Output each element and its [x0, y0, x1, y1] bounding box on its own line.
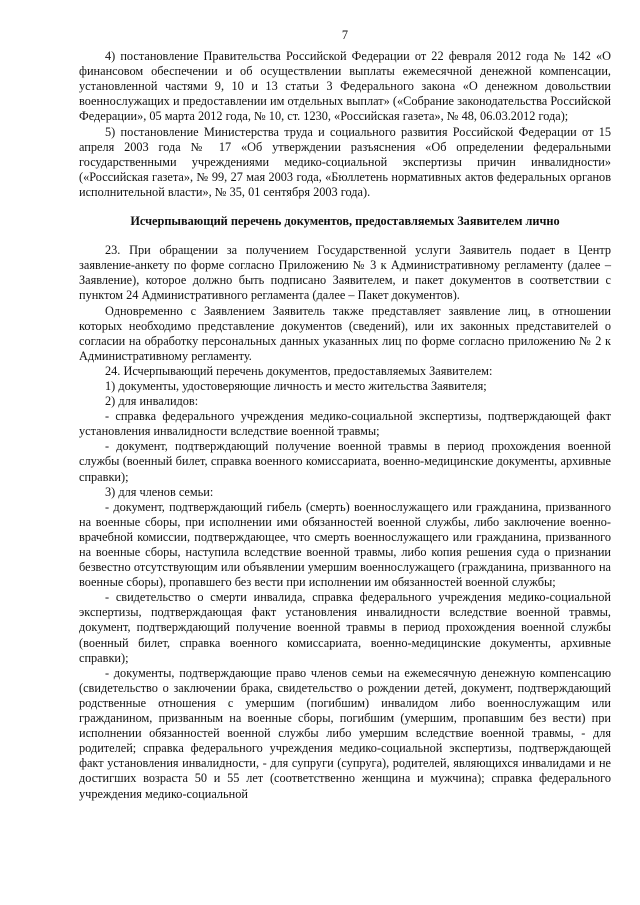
list-item-mse-certificate: - справка федерального учреждения медико-социальной экспертизы, подтверждающей факт установления инвалидности вследствие военной травмы; — [79, 409, 611, 439]
section-heading: Исчерпывающий перечень документов, предоставляемых Заявителем лично — [130, 214, 560, 229]
paragraph-23-application: 23. При обращении за получением Государственной услуги Заявитель подает в Центр заявление-анкету по форме согласно Приложению № 3 к Административному регламенту (далее – Заявление), которое должно быть подписано Заявителем, и пакет документов в соответствии с пунктом 24 Административного регламента (далее – Пакет документов). — [79, 243, 611, 303]
paragraph-24-list: 24. Исчерпывающий перечень документов, предоставляемых Заявителем: — [105, 363, 493, 378]
list-item-for-family-members: 3) для членов семьи: — [105, 484, 214, 499]
page-number: 7 — [341, 28, 349, 42]
list-item-death-document: - документ, подтверждающий гибель (смерть) военнослужащего или гражданина, призванного на военные сборы, при исполнении ими обязанностей военной службы, либо заключение военно-врачебной комиссии, подтверждающее, что смерть военнослужащего или гражданина, призванного на военные сборы, наступила вследствие военной травмы, либо копия решения суда о признании безвестно отсутствующим или объявлении умершим военнослужащего (гражданина, призванного на военные сборы), пропавшего без вести при исполнении им обязанностей военной службы; — [79, 499, 611, 590]
list-item-death-certificate: - свидетельство о смерти инвалида, справка федерального учреждения медико-социальной экспертизы, подтверждающая факт установления инвалидности вследствие военной травмы, документ, подтверждающий получение военной травмы в период прохождения военной службы (военный билет, справка военного комиссариата, военно-медицинские документы, архивные справки); — [79, 590, 611, 665]
document-page — [79, 28, 611, 802]
list-item-for-disabled: 2) для инвалидов: — [105, 394, 199, 409]
list-item-identity-documents: 1) документы, удостоверяющие личность и место жительства Заявителя; — [105, 378, 487, 393]
list-item-military-injury-document: - документ, подтверждающий получение военной травмы в период прохождения военной службы (военный билет, справка военного комиссариата, военно-медицинские документы, архивные справки); — [79, 439, 611, 484]
paragraph-4-government-decree: 4) постановление Правительства Российской Федерации от 22 февраля 2012 года № 142 «О финансовом обеспечении и об осуществлении выплаты ежемесячной денежной компенсации, установленной частями 9, 10 и 13 статьи 3 Федерального закона «О денежном довольствии военнослужащих и предоставлении им отдельных выплат» («Собрание законодательства Российской Федерации», 05 марта 2012 года, № 10, ст. 1230, «Российская газета», № 48, 06.03.2012 года); — [79, 49, 611, 124]
paragraph-5-labor-ministry-decree: 5) постановление Министерства труда и социального развития Российской Федерации от 15 апреля 2003 года № 17 «Об утверждении разъяснения «Об определении федеральными государственными учреждениями медико-социальной экспертизы причин инвалидности» («Российская газета», № 99, 27 мая 2003 года, «Бюллетень нормативных актов федеральных органов исполнительной власти», № 35, 01 сентября 2003 года). — [79, 124, 611, 199]
paragraph-consent: Одновременно с Заявлением Заявитель также представляет заявление лиц, в отношении которых необходимо представление документов (сведений), или их законных представителей о согласии на обработку персональных данных указанных лиц по форме согласно приложению № 2 к Административному регламенту. — [79, 303, 611, 363]
list-item-family-right-documents: - документы, подтверждающие право членов семьи на ежемесячную денежную компенсацию (свидетельство о заключении брака, свидетельство о рождении детей, документ, подтверждающий родственные отношения с умершим (погибшим) инвалидом либо военнослужащим или гражданином, призванным на военные сборы, погибшим (умершим, пропавшим без вести) при исполнении обязанностей военной службы либо умершим вследствие военной травмы, - для родителей; справка федерального учреждения медико-социальной экспертизы, подтверждающей факт установления инвалидности, - для супруги (супруга), родителей, являющихся инвалидами и не достигших возраста 50 и 55 лет (соответственно женщина и мужчина); справка федерального учреждения медико-социальной — [79, 665, 611, 801]
